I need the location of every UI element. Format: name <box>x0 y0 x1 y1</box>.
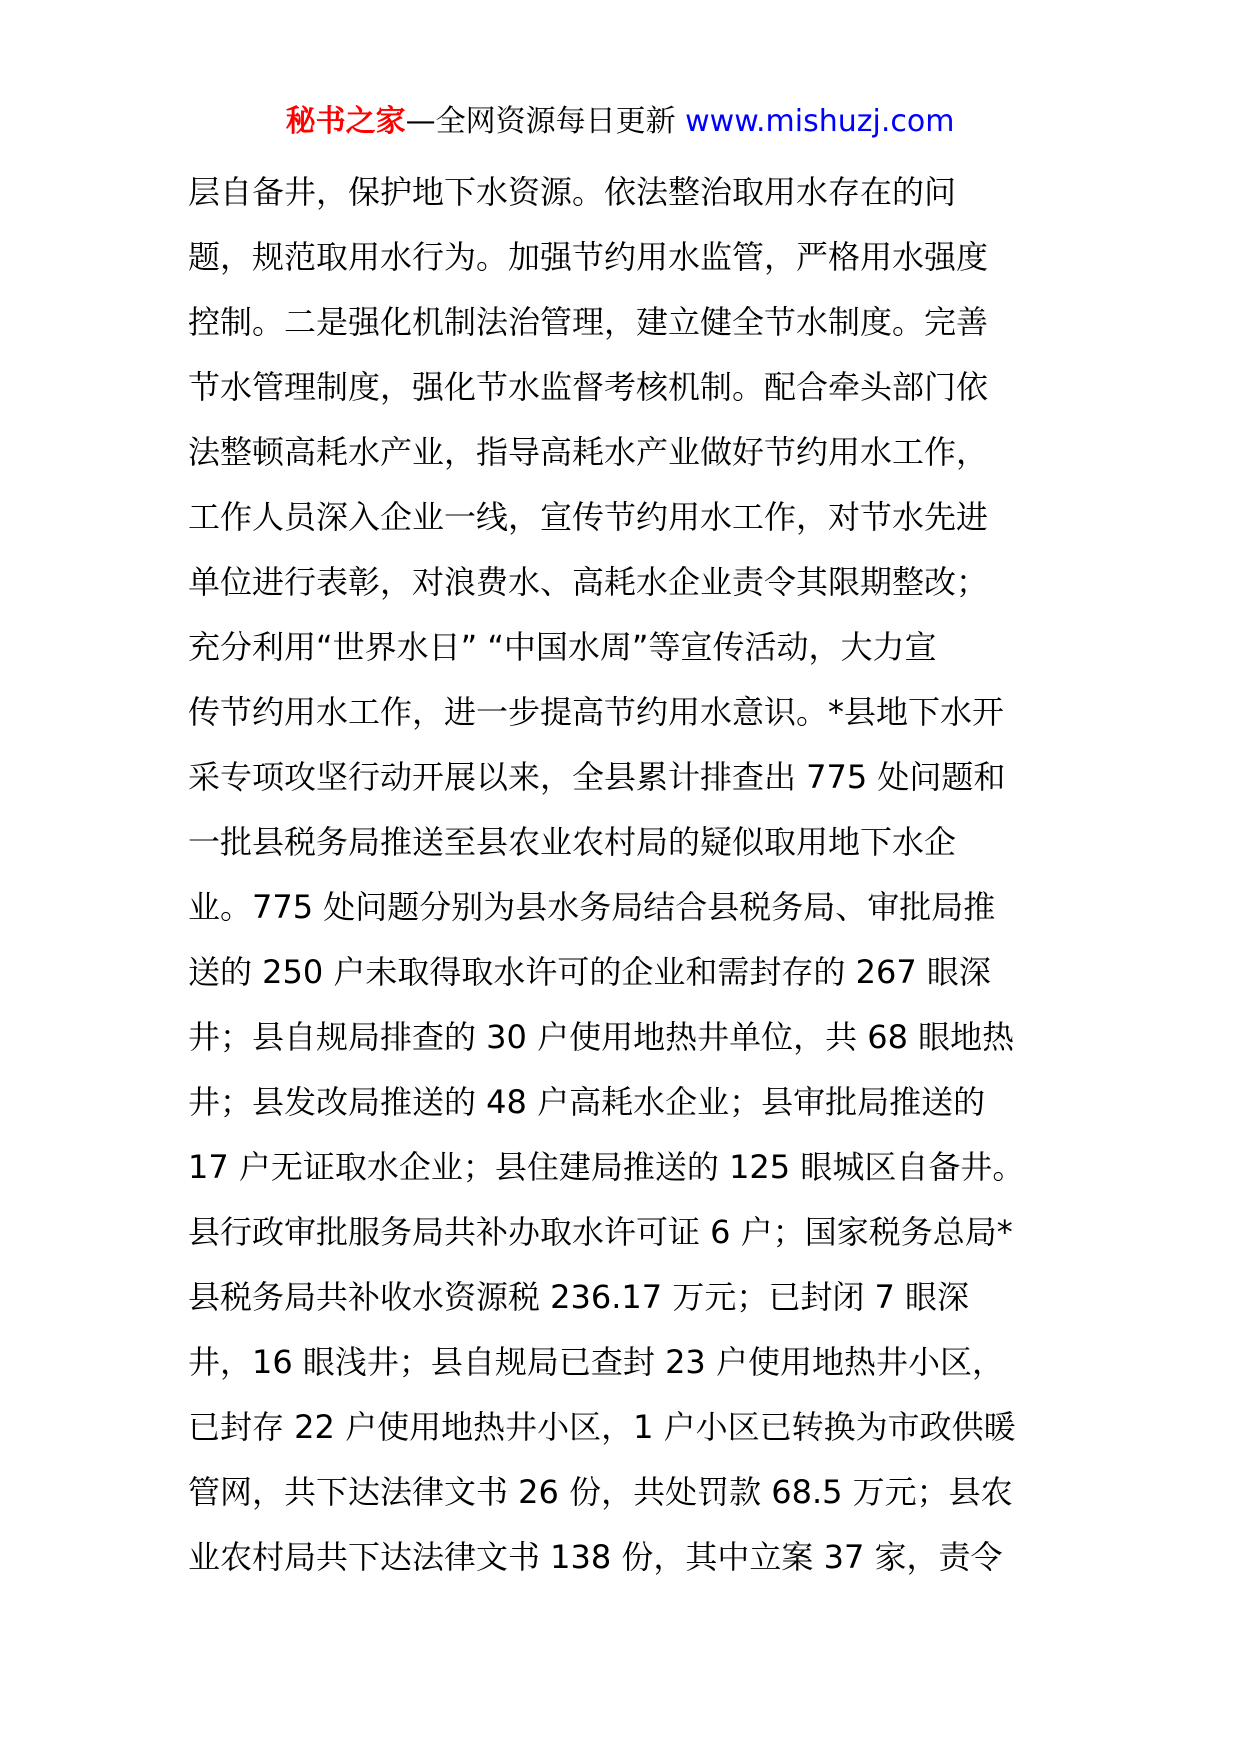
text-line: 法整顿高耗水产业，指导高耗水产业做好节约用水工作， <box>188 433 989 471</box>
text-line: 采专项攻坚行动开展以来，全县累计排查出 775 处问题和 <box>188 758 1006 796</box>
text-line: 控制。二是强化机制法治管理，建立健全节水制度。完善 <box>188 303 989 341</box>
header-tagline: —全网资源每日更新 <box>405 104 686 139</box>
text-line: 一批县税务局推送至县农业农村局的疑似取用地下水企 <box>188 823 957 861</box>
text-line: 送的 250 户未取得取水许可的企业和需封存的 267 眼深 <box>188 953 991 991</box>
text-line: 井；县发改局推送的 48 户高耗水企业；县审批局推送的 <box>188 1083 986 1121</box>
site-url-link[interactable]: www.mishuzj.com <box>685 104 955 139</box>
text-line: 节水管理制度，强化节水监督考核机制。配合牵头部门依 <box>188 368 989 406</box>
text-line: 工作人员深入企业一线，宣传节约用水工作，对节水先进 <box>188 498 989 536</box>
text-line: 县税务局共补收水资源税 236.17 万元；已封闭 7 眼深 <box>188 1278 970 1316</box>
text-line: 充分利用“世界水日” “中国水周”等宣传活动，大力宣 <box>188 628 937 666</box>
text-line: 17 户无证取水企业；县住建局推送的 125 眼城区自备井。 <box>188 1148 1025 1186</box>
text-line: 题，规范取用水行为。加强节约用水监管，严格用水强度 <box>188 238 989 276</box>
text-line: 传节约用水工作，进一步提高节约用水意识。*县地下水开 <box>188 693 1005 731</box>
text-line: 已封存 22 户使用地热井小区，1 户小区已转换为市政供暖 <box>188 1408 1016 1446</box>
text-line: 管网，共下达法律文书 26 份，共处罚款 68.5 万元；县农 <box>188 1473 1013 1511</box>
text-line: 单位进行表彰，对浪费水、高耗水企业责令其限期整改； <box>188 563 989 601</box>
site-header <box>0 100 1240 144</box>
text-line: 层自备井，保护地下水资源。依法整治取用水存在的问 <box>188 173 957 211</box>
brand-name: 秘书之家 <box>285 104 406 139</box>
text-line: 业农村局共下达法律文书 138 份，其中立案 37 家，责令 <box>188 1538 1003 1576</box>
text-line: 业。775 处问题分别为县水务局结合县税务局、审批局推 <box>188 888 996 926</box>
text-line: 井，16 眼浅井；县自规局已查封 23 户使用地热井小区， <box>188 1343 1004 1381</box>
text-line: 井；县自规局排查的 30 户使用地热井单位，共 68 眼地热 <box>188 1018 1015 1056</box>
text-line: 县行政审批服务局共补办取水许可证 6 户；国家税务总局* <box>188 1213 1013 1251</box>
document-body <box>188 160 1068 1590</box>
